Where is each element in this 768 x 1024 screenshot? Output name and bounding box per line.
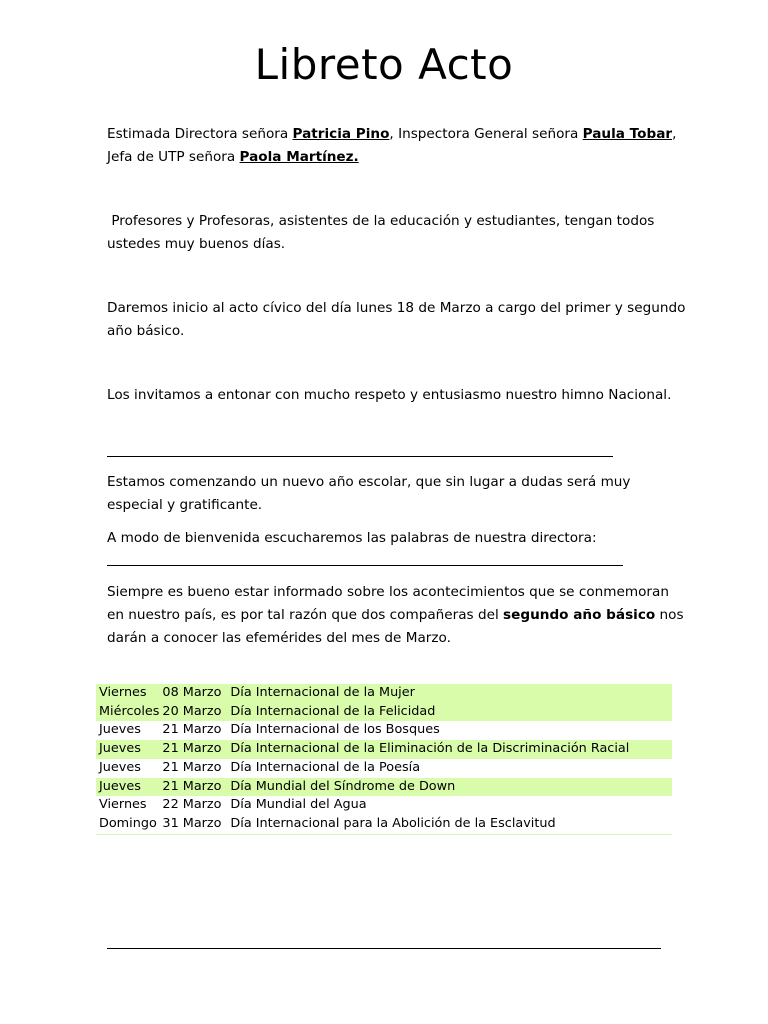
- table-row: [96, 815, 672, 834]
- efemeride-day: Jueves: [96, 778, 162, 797]
- efemeride-event: Día Internacional de la Mujer: [227, 684, 672, 703]
- efemeride-date: 31 Marzo: [162, 815, 222, 831]
- efemeride-date: 22 Marzo: [162, 797, 222, 813]
- efemerides-table: [96, 684, 672, 835]
- director-name: Patricia Pino: [292, 126, 390, 142]
- greeting-text-2: , Inspectora General señora: [389, 126, 583, 142]
- efemeride-day: Miércoles: [96, 703, 162, 722]
- bottom-rule: [107, 948, 661, 949]
- greeting-text-1: Estimada Directora señora: [107, 126, 293, 142]
- table-row: [96, 703, 672, 722]
- efemeride-event: Día Internacional de la Poesía: [230, 759, 421, 775]
- efemeride-day: Jueves: [99, 722, 141, 738]
- efemerides-table-body: [96, 684, 672, 834]
- table-row: [96, 721, 672, 740]
- efemeride-day: Domingo: [99, 815, 157, 831]
- blank-line-anthem: [107, 456, 613, 457]
- efemeride-date: 21 Marzo: [162, 759, 222, 775]
- utp-head-name: Paola Martínez.: [239, 149, 359, 165]
- inspector-name: Paula Tobar: [582, 126, 673, 142]
- grade-bold: segundo año básico: [503, 607, 656, 623]
- efemeride-event: Día Internacional de la Eliminación de la Discriminación Racial: [227, 740, 672, 759]
- efemeride-day: Viernes: [96, 684, 162, 703]
- efemeride-date: 21 Marzo: [162, 778, 227, 797]
- table-row: [96, 740, 672, 759]
- efemerides-intro-text-2: nos darán a conocer las efemérides del mes de Marzo.: [107, 607, 684, 646]
- efemeride-date: 21 Marzo: [162, 722, 222, 738]
- greeting-paragraph: [107, 123, 687, 169]
- efemeride-event: Día Mundial del Agua: [230, 797, 367, 813]
- efemeride-event: Día Internacional de los Bosques: [230, 722, 440, 738]
- greeting-text-3: , Jefa de UTP señora: [107, 126, 677, 165]
- table-row: [96, 796, 672, 815]
- blank-line-director: [107, 565, 623, 566]
- efemeride-event: Día Mundial del Síndrome de Down: [227, 778, 672, 797]
- opening-paragraph: Daremos inicio al acto cívico del día lunes 18 de Marzo a cargo del primer y segundo año básico.: [107, 300, 686, 339]
- efemeride-event: Día Internacional de la Felicidad: [227, 703, 672, 722]
- efemerides-intro-paragraph: [107, 581, 687, 650]
- teachers-paragraph: Profesores y Profesoras, asistentes de la educación y estudiantes, tengan todos ustedes muy buenos días.: [107, 213, 659, 252]
- page-title: Libreto Acto: [254, 40, 514, 89]
- efemeride-date: 20 Marzo: [162, 703, 227, 722]
- efemeride-date: 08 Marzo: [162, 684, 227, 703]
- table-row: [96, 684, 672, 703]
- efemeride-day: Jueves: [99, 759, 141, 775]
- efemerides-intro-text-1: Siempre es bueno estar informado sobre los acontecimientos que se conmemoran en nuestro país, es por tal razón que dos compañeras del: [107, 584, 669, 623]
- school-year-paragraph: Estamos comenzando un nuevo año escolar, que sin lugar a dudas será muy especial y gratificante.: [107, 474, 631, 513]
- table-row: [96, 759, 672, 778]
- welcome-paragraph: A modo de bienvenida escucharemos las palabras de nuestra directora:: [107, 530, 597, 546]
- efemeride-date: 21 Marzo: [162, 740, 227, 759]
- table-row: [96, 778, 672, 797]
- efemeride-day: Viernes: [99, 797, 147, 813]
- efemeride-day: Jueves: [96, 740, 162, 759]
- efemeride-event: Día Internacional para la Abolición de la Esclavitud: [230, 815, 556, 831]
- anthem-paragraph: Los invitamos a entonar con mucho respeto y entusiasmo nuestro himno Nacional.: [107, 387, 672, 403]
